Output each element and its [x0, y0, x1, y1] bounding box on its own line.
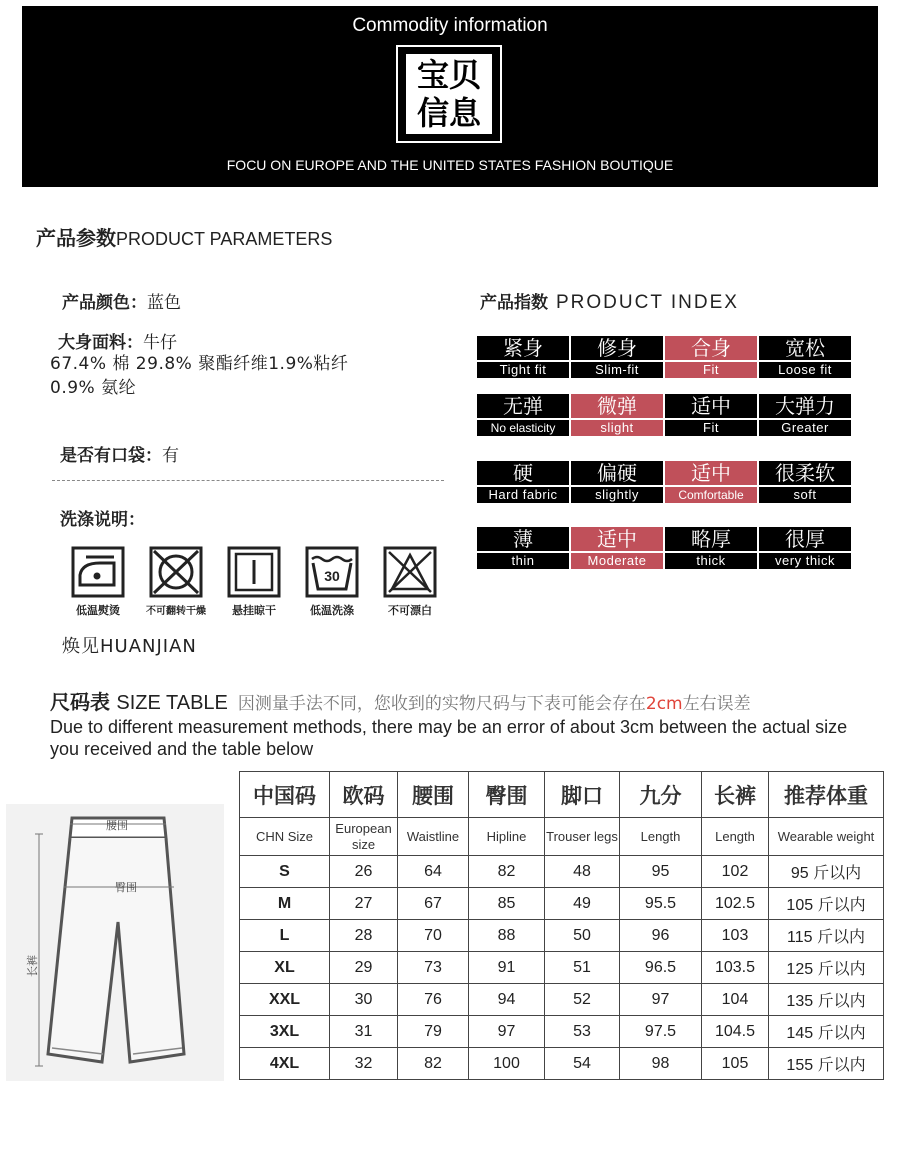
fabric-value: 牛仔 — [143, 333, 177, 353]
table-row — [240, 984, 884, 1016]
index-cell: 宽松 Loose fit — [759, 336, 851, 378]
table-cell: XXL — [240, 984, 330, 1016]
table-cell: 97 — [469, 1016, 545, 1048]
table-cell: 50 — [545, 920, 620, 952]
index-cell: 薄 thin — [477, 527, 569, 569]
pants-diagram — [6, 804, 224, 1081]
table-cell: 105 — [702, 1048, 769, 1080]
index-cell-selected: 适中 Comfortable — [665, 461, 757, 503]
wash-label: 洗涤说明： — [60, 510, 145, 530]
table-cell: 102.5 — [702, 888, 769, 920]
color-param — [62, 288, 181, 313]
line-dry-icon — [226, 545, 282, 599]
index-row-fit — [477, 336, 851, 378]
table-cell: 29 — [330, 952, 398, 984]
index-row-elasticity — [477, 394, 851, 436]
index-cell: 很厚 very thick — [759, 527, 851, 569]
fabric-param — [58, 328, 177, 353]
table-cell: 52 — [545, 984, 620, 1016]
index-cell: 大弹力 Greater — [759, 394, 851, 436]
table-cell: 53 — [545, 1016, 620, 1048]
table-cell: 95.5 — [620, 888, 702, 920]
table-row — [240, 1048, 884, 1080]
index-title — [480, 288, 739, 314]
table-cell: 95 斤以内 — [769, 856, 884, 888]
params-title — [36, 222, 332, 251]
care-label-iron: 低温熨烫 — [76, 604, 120, 617]
table-cell: 4XL — [240, 1048, 330, 1080]
pocket-value: 有 — [162, 446, 179, 466]
index-cell: 修身 Slim-fit — [571, 336, 663, 378]
care-item-no-bleach — [370, 545, 450, 618]
table-cell: 105 斤以内 — [769, 888, 884, 920]
wash-temperature: 30 — [324, 568, 340, 584]
table-cell: 88 — [469, 920, 545, 952]
table-cell: 97 — [620, 984, 702, 1016]
banner-title-line1: 宝贝 — [416, 56, 481, 94]
color-value: 蓝色 — [147, 293, 181, 313]
index-cell: 很柔软 soft — [759, 461, 851, 503]
table-cell: 76 — [398, 984, 469, 1016]
divider — [52, 480, 444, 481]
table-cell: 51 — [545, 952, 620, 984]
care-label-no-tumble: 不可翻转干燥 — [146, 606, 206, 617]
wash-instructions-title — [60, 505, 145, 530]
params-title-en: PRODUCT PARAMETERS — [116, 229, 333, 249]
column-subheader: European size — [330, 818, 398, 856]
fabric-detail-line2: 0.9% 氨纶 — [50, 378, 137, 398]
table-cell: 48 — [545, 856, 620, 888]
diagram-waist-label: 腰围 — [106, 819, 128, 832]
index-title-zh: 产品指数 — [480, 293, 548, 313]
index-cell: 紧身 Tight fit — [477, 336, 569, 378]
table-row — [240, 856, 884, 888]
pocket-param — [60, 441, 179, 466]
header-banner — [22, 6, 878, 187]
table-cell: 155 斤以内 — [769, 1048, 884, 1080]
size-title-zh: 尺码表 — [50, 690, 110, 714]
brand-name: 焕见HUANJIAN — [62, 636, 197, 657]
index-row-softness — [477, 461, 851, 503]
no-bleach-icon — [382, 545, 438, 599]
table-cell: 95 — [620, 856, 702, 888]
care-item-line-dry — [214, 545, 294, 618]
table-cell: 103.5 — [702, 952, 769, 984]
column-header: 臀围 — [469, 772, 545, 818]
table-row — [240, 1016, 884, 1048]
table-cell: 27 — [330, 888, 398, 920]
params-title-zh: 产品参数 — [36, 226, 116, 250]
index-cell: 偏硬 slightly — [571, 461, 663, 503]
table-cell: 91 — [469, 952, 545, 984]
size-table — [239, 771, 884, 1080]
banner-title-box — [396, 45, 502, 143]
table-row — [240, 888, 884, 920]
size-title — [50, 686, 751, 715]
table-cell: 64 — [398, 856, 469, 888]
table-cell: 54 — [545, 1048, 620, 1080]
column-subheader: Wearable weight — [769, 818, 884, 856]
care-item-iron — [58, 545, 138, 618]
table-cell: 96 — [620, 920, 702, 952]
table-cell: M — [240, 888, 330, 920]
table-row — [240, 920, 884, 952]
table-cell: 30 — [330, 984, 398, 1016]
column-header: 脚口 — [545, 772, 620, 818]
care-item-wash30 — [292, 545, 372, 618]
fabric-detail-line1: 67.4% 棉 29.8% 聚酯纤维1.9%粘纤 — [50, 354, 349, 374]
size-title-en: SIZE TABLE — [116, 692, 228, 714]
size-description: Due to different measurement methods, there may be an error of about 3cm between the actual size you received and the table below — [50, 717, 848, 759]
table-cell: 104.5 — [702, 1016, 769, 1048]
table-cell: 135 斤以内 — [769, 984, 884, 1016]
column-header: 推荐体重 — [769, 772, 884, 818]
table-cell: 26 — [330, 856, 398, 888]
fabric-label: 大身面料： — [58, 333, 143, 353]
table-row — [240, 952, 884, 984]
table-cell: 49 — [545, 888, 620, 920]
index-cell-selected: 合身 Fit — [665, 336, 757, 378]
size-note-error: 2cm — [645, 694, 683, 714]
care-item-no-tumble — [136, 545, 216, 617]
index-cell-selected: 微弹 slight — [571, 394, 663, 436]
table-cell: 32 — [330, 1048, 398, 1080]
column-subheader: Trouser legs — [545, 818, 620, 856]
index-cell: 略厚 thick — [665, 527, 757, 569]
index-cell: 无弹 No elasticity — [477, 394, 569, 436]
banner-title — [406, 54, 492, 134]
table-cell: 115 斤以内 — [769, 920, 884, 952]
table-cell: 28 — [330, 920, 398, 952]
table-cell: 125 斤以内 — [769, 952, 884, 984]
column-header: 腰围 — [398, 772, 469, 818]
table-cell: 82 — [398, 1048, 469, 1080]
pants-outline-icon — [6, 804, 224, 1081]
pocket-label: 是否有口袋： — [60, 446, 162, 466]
table-cell: 73 — [398, 952, 469, 984]
column-header: 九分 — [620, 772, 702, 818]
column-header: 长裤 — [702, 772, 769, 818]
care-label-line-dry: 悬挂晾干 — [232, 604, 276, 617]
banner-top-text: Commodity information — [352, 15, 548, 36]
index-cell: 硬 Hard fabric — [477, 461, 569, 503]
table-cell: 70 — [398, 920, 469, 952]
fabric-composition — [50, 352, 348, 400]
index-title-en: PRODUCT INDEX — [556, 292, 739, 313]
diagram-length-label: 长裤 — [26, 955, 39, 977]
table-cell: 97.5 — [620, 1016, 702, 1048]
table-cell: 96.5 — [620, 952, 702, 984]
table-cell: L — [240, 920, 330, 952]
table-cell: 67 — [398, 888, 469, 920]
column-header: 欧码 — [330, 772, 398, 818]
banner-title-line2: 信息 — [416, 94, 481, 132]
table-cell: 94 — [469, 984, 545, 1016]
care-label-no-bleach: 不可漂白 — [388, 604, 432, 617]
table-cell: S — [240, 856, 330, 888]
table-cell: 102 — [702, 856, 769, 888]
column-subheader: Hipline — [469, 818, 545, 856]
column-subheader: Length — [620, 818, 702, 856]
index-cell: 适中 Fit — [665, 394, 757, 436]
table-cell: 79 — [398, 1016, 469, 1048]
table-cell: 98 — [620, 1048, 702, 1080]
size-note: 因测量手法不同，您收到的实物尺码与下表可能会存在2cm左右误差 — [237, 694, 751, 714]
table-cell: 85 — [469, 888, 545, 920]
table-cell: 104 — [702, 984, 769, 1016]
wash-30-icon — [304, 545, 360, 599]
no-tumble-dry-icon — [148, 545, 204, 599]
index-row-thickness — [477, 527, 851, 569]
table-cell: XL — [240, 952, 330, 984]
table-cell: 3XL — [240, 1016, 330, 1048]
table-cell: 145 斤以内 — [769, 1016, 884, 1048]
color-label: 产品颜色： — [62, 293, 147, 313]
column-subheader: Waistline — [398, 818, 469, 856]
size-table-header-en — [240, 818, 884, 856]
diagram-hip-label: 臀围 — [115, 881, 137, 894]
table-cell: 100 — [469, 1048, 545, 1080]
column-subheader: Length — [702, 818, 769, 856]
column-header: 中国码 — [240, 772, 330, 818]
table-cell: 82 — [469, 856, 545, 888]
table-cell: 103 — [702, 920, 769, 952]
index-cell-selected: 适中 Moderate — [571, 527, 663, 569]
banner-bottom-text: FOCU ON EUROPE AND THE UNITED STATES FASHION BOUTIQUE — [226, 157, 674, 173]
care-icons — [58, 545, 438, 625]
size-table-header-zh — [240, 772, 884, 818]
table-cell: 31 — [330, 1016, 398, 1048]
low-temp-iron-icon — [70, 545, 126, 599]
column-subheader: CHN Size — [240, 818, 330, 856]
care-label-wash: 低温洗涤 — [310, 604, 354, 617]
